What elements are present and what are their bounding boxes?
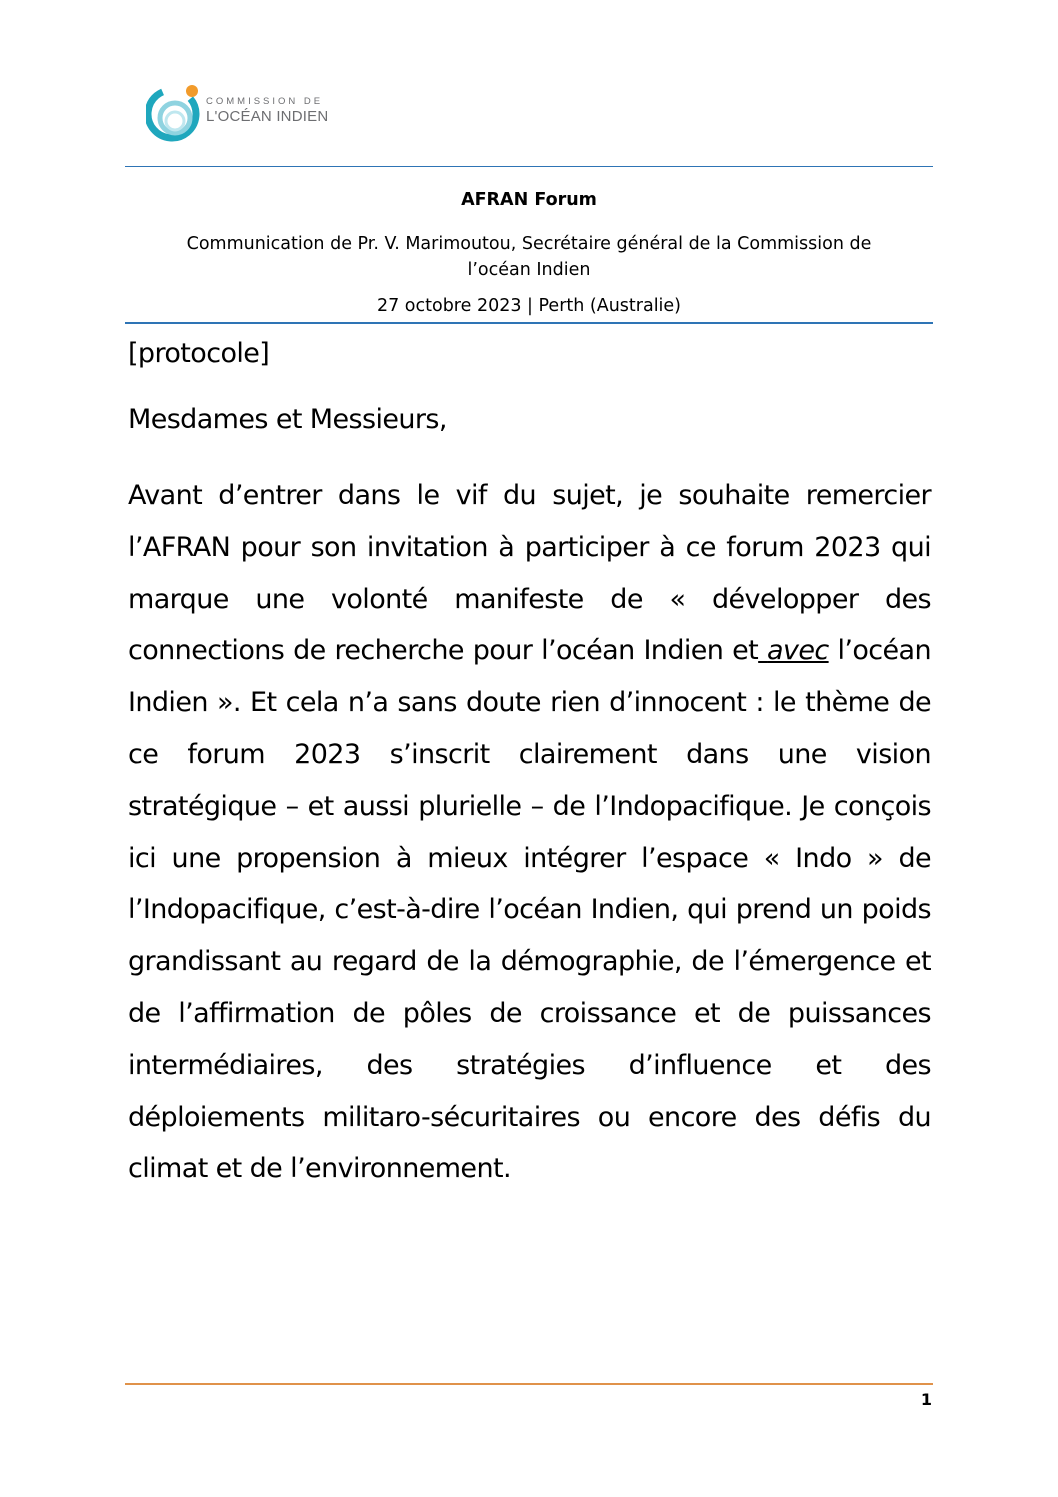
paragraph-text-start: Avant d’entrer dans le vif du sujet, je souhaite remercier l’AFRAN pour son invitation à participer à ce forum 2023 qui marque une volonté manifeste de « développer des connections de recherche pour l’océan Indien et	[128, 480, 931, 667]
header-top-rule	[125, 166, 933, 167]
ocean-circle-logo-icon	[146, 80, 204, 142]
page-number: 1	[920, 1390, 932, 1409]
header-bottom-rule	[125, 322, 933, 324]
emphasis-avec: avec	[767, 635, 829, 667]
logo-line-2: L'OCÉAN INDIEN	[206, 108, 329, 125]
commission-logo	[146, 80, 346, 142]
document-title: AFRAN Forum	[461, 190, 597, 210]
subtitle-line-2: l’océan Indien	[467, 260, 591, 280]
date-place: 27 octobre 2023 | Perth (Australie)	[376, 296, 682, 316]
document-subtitle	[125, 231, 933, 283]
protocol-note: [protocole]	[128, 338, 270, 369]
logo-line-1: COMMISSION DE	[206, 96, 324, 107]
underlined-space	[758, 635, 767, 666]
footer-rule	[125, 1383, 933, 1385]
paragraph-text-end: l’océan Indien ». Et cela n’a sans doute rien d’innocent : le thème de ce forum 2023 s’inscrit clairement dans une vision stratégique – et aussi plurielle – de l’Indopacifique. Je conçois ici une propension à mieux intégrer l’espace « Indo » de l’Indopacifique, c’est-à-dire l’océan Indien, qui prend un poids grandissant au regard de la démographie, de l’émergence et de l’affirmation de pôles de croissance et de puissances intermédiaires, des stratégies d’influence et des déploiements militaro-sécuritaires ou encore des défis du climat et de l’environnement.	[128, 635, 932, 1185]
logo-wordmark	[206, 96, 328, 125]
salutation: Mesdames et Messieurs,	[128, 404, 447, 435]
subtitle-line-1: Communication de Pr. V. Marimoutou, Secrétaire général de la Commission de	[186, 234, 872, 254]
body-paragraph	[128, 470, 931, 1195]
